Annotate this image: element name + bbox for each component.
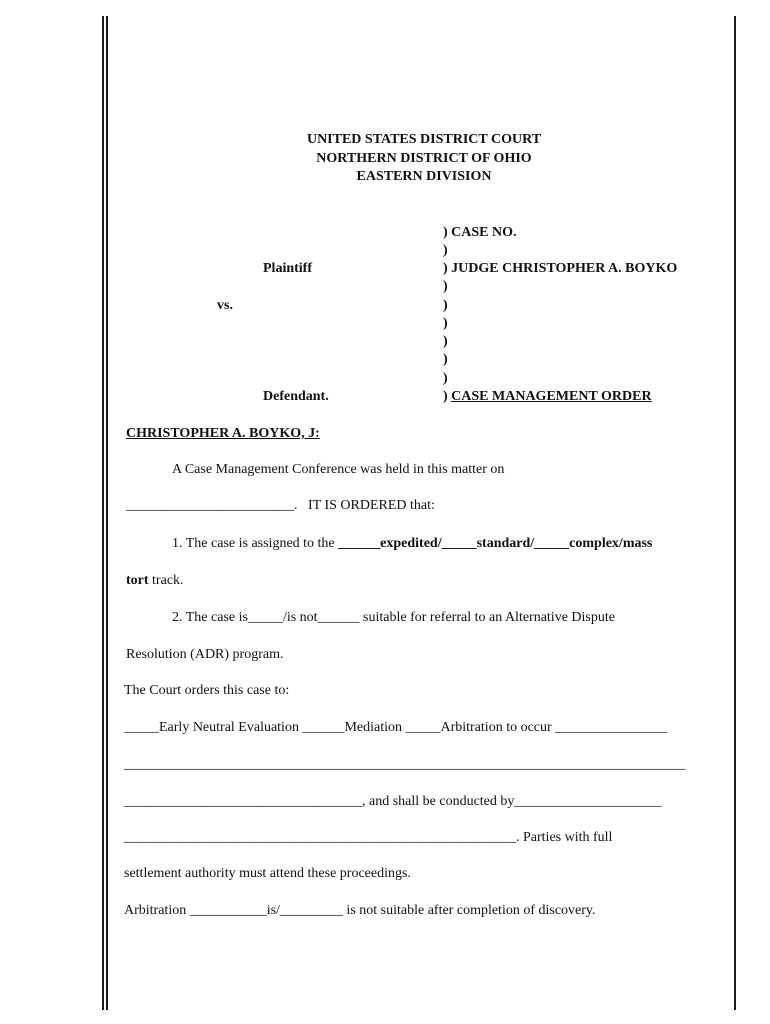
order-title: CASE MANAGEMENT ORDER	[451, 389, 652, 404]
court-division: EASTERN DIVISION	[356, 169, 492, 184]
caption-paren: )	[443, 316, 448, 331]
caption-paren: )	[443, 371, 448, 386]
parties-line: ________________________________________________________. Parties with full	[124, 830, 613, 845]
caption-paren: )	[443, 243, 448, 258]
caption-paren: )	[443, 352, 448, 367]
arbitration-line: Arbitration ___________is/_________ is not suitable after completion of discovery.	[124, 903, 596, 918]
caption-paren: )	[443, 389, 452, 404]
track-options: ______expedited/_____standard/_____complex/mass	[338, 536, 653, 551]
blank-line: ______________________________________________________________________________	[124, 757, 686, 772]
order-title-line	[443, 388, 652, 406]
adr-options-line: _____Early Neutral Evaluation ______Mediation _____Arbitration to occur ________________	[124, 720, 668, 735]
item-2-continuation: Resolution (ADR) program.	[126, 647, 284, 662]
item-1-line	[172, 535, 652, 553]
caption-paren: )	[443, 298, 448, 313]
track-word: track.	[148, 573, 184, 588]
settlement-authority-line: settlement authority must attend these proceedings.	[124, 866, 411, 881]
judge-label: ) JUDGE CHRISTOPHER A. BOYKO	[443, 261, 678, 276]
defendant-label: Defendant.	[263, 389, 329, 404]
conducted-by-line: __________________________________, and shall be conducted by_____________________	[124, 794, 662, 809]
caption-paren: )	[443, 334, 448, 349]
court-name: UNITED STATES DISTRICT COURT	[306, 132, 542, 147]
court-orders-line: The Court orders this case to:	[124, 683, 290, 698]
item-1-text: 1. The case is assigned to the	[172, 536, 339, 551]
tort-word: tort	[126, 573, 149, 588]
conference-paragraph: A Case Management Conference was held in this matter on	[172, 462, 505, 477]
versus-label: vs.	[217, 298, 233, 313]
court-district: NORTHERN DISTRICT OF OHIO	[316, 151, 532, 166]
plaintiff-label: Plaintiff	[263, 261, 312, 276]
item-2-line: 2. The case is_____/is not______ suitable for referral to an Alternative Dispute	[172, 610, 615, 625]
case-number-label: ) CASE NO.	[443, 225, 517, 240]
judge-heading: CHRISTOPHER A. BOYKO, J:	[126, 426, 320, 441]
caption-paren: )	[443, 279, 448, 294]
item-1-continuation	[126, 572, 184, 590]
ordered-line: ________________________. IT IS ORDERED that:	[126, 498, 435, 513]
